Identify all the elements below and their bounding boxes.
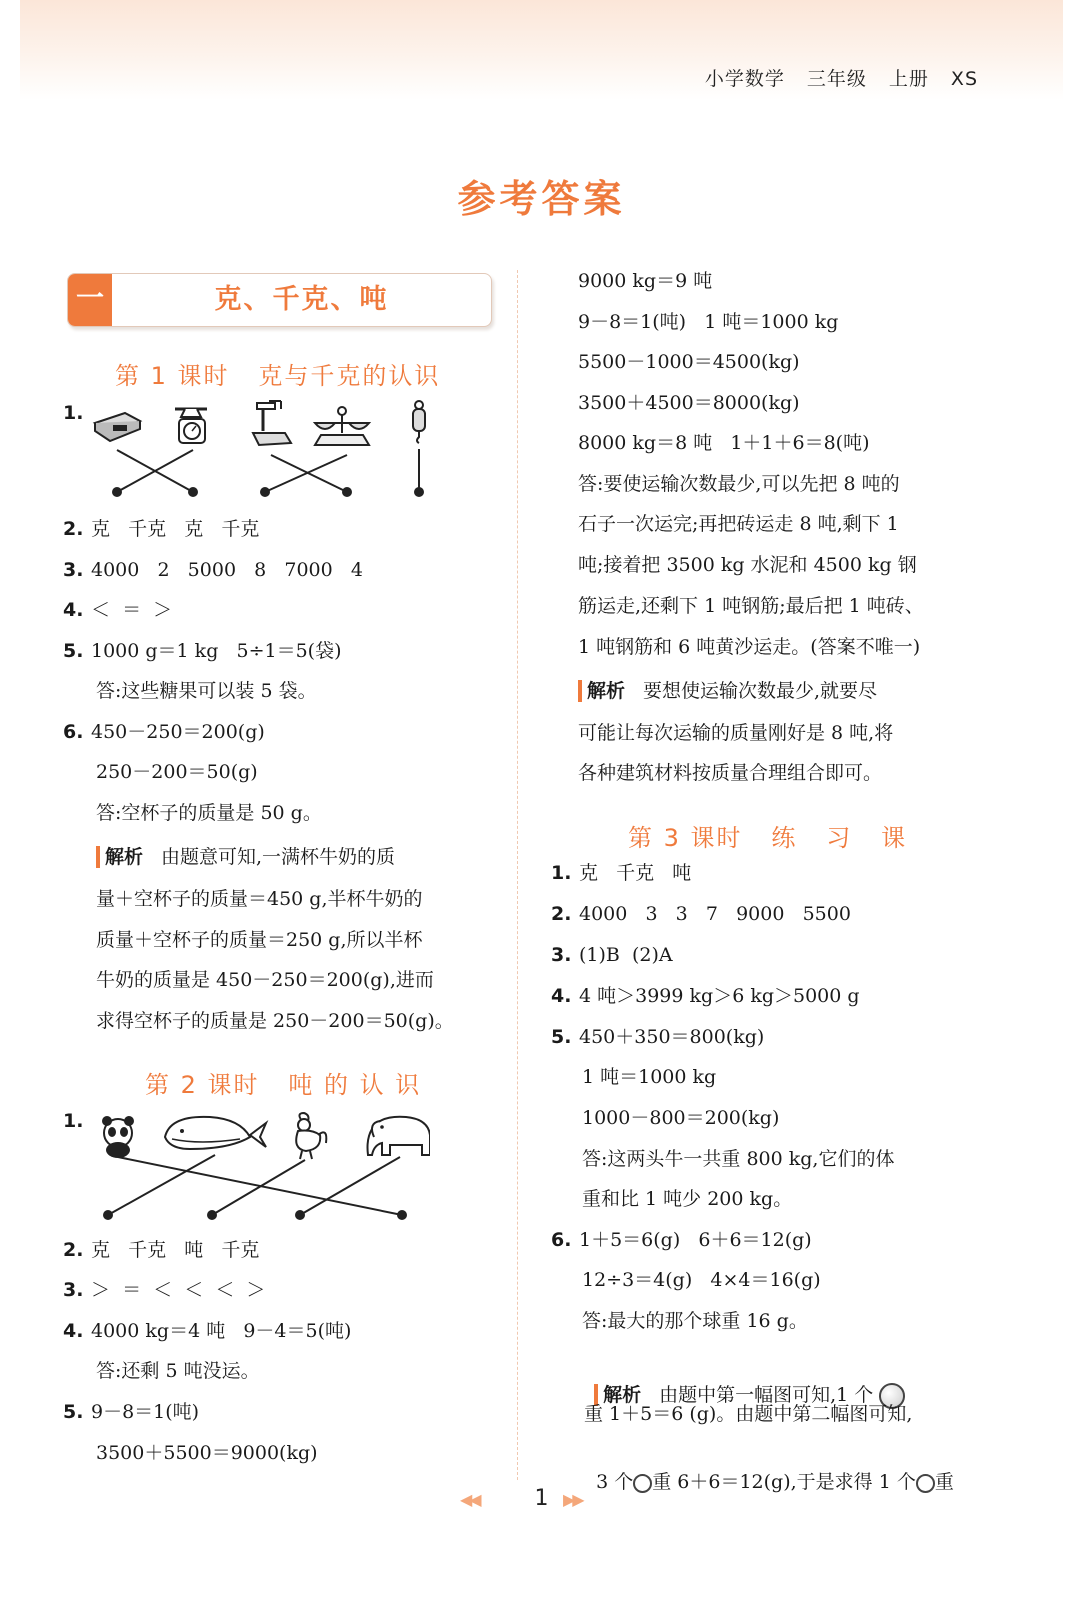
unit-title: 克、千克、吨 [214, 284, 389, 315]
book-info [683, 64, 978, 91]
answer-line [96, 1439, 318, 1467]
answer-line [96, 885, 423, 913]
answer-line [582, 1266, 821, 1294]
next-arrows-icon: ▶▶ [563, 1490, 582, 1509]
answer-text: 答:要使运输次数最少,可以先把 8 吨的 [578, 473, 900, 495]
edition-label: XS [950, 68, 978, 90]
answer-text: 4000 kg＝4 吨 9－4＝5(吨) [91, 1320, 352, 1342]
answer-text: 9－8＝1(吨) [91, 1401, 200, 1423]
analysis-tag: 解析 [96, 846, 143, 868]
answer-text: 量＋空杯子的质量＝450 g,半杯牛奶的 [96, 888, 423, 910]
answer-text: 克 千克 吨 [579, 862, 692, 884]
answer-line [551, 1023, 764, 1051]
question-number: 1. [63, 1110, 84, 1132]
animals-matching-figure [90, 1105, 430, 1230]
answer-text: 4000 3 3 7 9000 5500 [579, 903, 851, 925]
match-dot [207, 1210, 217, 1220]
answer-line [96, 677, 317, 705]
answer-text: 筋运走,还剩下 1 吨钢筋;最后把 1 吨砖、 [578, 595, 924, 617]
answer-line [578, 759, 882, 787]
grade-label: 三年级 [806, 68, 867, 90]
question-number: 3. [63, 559, 84, 581]
answer-text: 450－250＝200(g) [91, 721, 265, 743]
match-dot [414, 487, 424, 497]
answer-line [578, 592, 924, 620]
scales-matching-figure [85, 395, 445, 505]
answer-line [578, 389, 800, 417]
question-number: 5. [63, 640, 84, 662]
answer-line [578, 470, 900, 498]
answer-line [63, 1317, 351, 1345]
answer-line [96, 926, 423, 954]
answer-text: 1000－800＝200(kg) [582, 1107, 780, 1129]
analysis-line [578, 677, 877, 705]
answer-text: 石子一次运完;再把砖运走 8 吨,剩下 1 [578, 513, 899, 535]
answer-text: 求得空杯子的质量是 250－200＝50(g)。 [96, 1010, 454, 1032]
answer-text: 4 吨＞3999 kg＞6 kg＞5000 g [579, 985, 860, 1007]
match-dot [260, 487, 270, 497]
answer-text: 重和比 1 吨少 200 kg。 [582, 1188, 793, 1210]
unit-banner [67, 273, 492, 327]
answer-line [578, 267, 712, 295]
answer-line [551, 982, 860, 1010]
answer-text: 5500－1000＝4500(kg) [578, 351, 800, 373]
answer-line [578, 429, 870, 457]
answer-line [551, 1226, 812, 1254]
answer-text: 3500＋5500＝9000(kg) [96, 1442, 318, 1464]
panda-icon [102, 1116, 134, 1158]
rooster-icon [296, 1113, 326, 1159]
match-line [108, 1155, 215, 1215]
answer-text: 由题意可知,一满杯牛奶的质 [161, 846, 396, 868]
question-number: 3. [63, 1279, 84, 1301]
answer-text: 450＋350＝800(kg) [579, 1026, 765, 1048]
answer-line [63, 718, 265, 746]
match-line [212, 1160, 305, 1215]
answer-text: 质量＋空杯子的质量＝250 g,所以半杯 [96, 929, 423, 951]
answer-text: 1000 g＝1 kg 5÷1＝5(袋) [91, 640, 342, 662]
question-number: 1. [63, 402, 84, 424]
whale-icon [165, 1117, 266, 1149]
answer-line [63, 1236, 259, 1264]
answer-text: 1 吨钢筋和 6 吨黄沙运走。(答案不唯一) [578, 636, 921, 658]
answer-text: ＜ ＝ ＞ [91, 599, 173, 621]
match-dot [342, 487, 352, 497]
question-number: 3. [551, 944, 572, 966]
answer-line [63, 1107, 91, 1135]
analysis-tag: 解析 [578, 680, 625, 702]
match-line [300, 1157, 400, 1215]
elephant-icon [368, 1117, 431, 1155]
question-number: 6. [551, 1229, 572, 1251]
analysis-tag: 解析 [594, 1384, 641, 1406]
answer-text: 9－8＝1(吨) 1 吨＝1000 kg [578, 311, 839, 333]
platform-scale-icon [253, 401, 291, 445]
answer-line [582, 1104, 779, 1132]
unit-number: 一 [68, 274, 112, 326]
answer-line [63, 1398, 199, 1426]
answer-line [63, 596, 172, 624]
answer-text: 答:还剩 5 吨没运。 [96, 1360, 260, 1382]
answer-line [578, 308, 838, 336]
answer-text: 答:这两头牛一共重 800 kg,它们的体 [582, 1148, 895, 1170]
question-number: 4. [63, 599, 84, 621]
answer-line [551, 859, 691, 887]
question-number: 4. [63, 1320, 84, 1342]
answer-text: 3500＋4500＝8000(kg) [578, 392, 800, 414]
answer-text: ＞ ＝ ＜ ＜ ＜ ＞ [91, 1279, 266, 1301]
answer-line [63, 637, 342, 665]
column-divider [517, 270, 518, 1480]
answer-text: 克 千克 克 千克 [91, 518, 260, 540]
answer-line [582, 1145, 894, 1173]
question-number: 2. [63, 1239, 84, 1261]
electronic-scale-icon [95, 413, 140, 441]
answer-line [63, 556, 363, 584]
answer-text: 可能让每次运输的质量刚好是 8 吨,将 [578, 722, 894, 744]
answer-text: 9000 kg＝9 吨 [578, 270, 713, 292]
answer-text: 克 千克 吨 千克 [91, 1239, 260, 1261]
answer-line [63, 515, 259, 543]
answer-line [63, 1276, 265, 1304]
answer-text: 1 吨＝1000 kg [582, 1066, 717, 1088]
match-dot [295, 1210, 305, 1220]
balance-scale-icon [315, 407, 369, 445]
answer-text: 要想使运输次数最少,就要尽 [643, 680, 878, 702]
answer-text: 1＋5＝6(g) 6＋6＝12(g) [579, 1229, 812, 1251]
kitchen-scale-icon [175, 409, 207, 443]
prev-arrows-icon: ◀◀ [460, 1490, 479, 1509]
answer-text: 吨;接着把 3500 kg 水泥和 4500 kg 钢 [578, 554, 917, 576]
analysis-line: 3 个 重 6＋6＝12(g),于是求得 1 个 重 [596, 1471, 954, 1493]
question-number: 6. [63, 721, 84, 743]
answer-line [578, 348, 800, 376]
answer-text: 8000 kg＝8 吨 1＋1＋6＝8(吨) [578, 432, 870, 454]
answer-line [96, 1357, 260, 1385]
lesson-3-title: 第 3 课时 练 习 课 [628, 824, 908, 852]
volume-label: 上册 [888, 68, 929, 90]
question-number: 5. [551, 1026, 572, 1048]
answer-text: 答:空杯子的质量是 50 g。 [96, 802, 322, 824]
match-dot [103, 1210, 113, 1220]
analysis-line: 重 1＋5＝6 (g)。由题中第二幅图可知, [584, 1403, 913, 1425]
match-dot [112, 487, 122, 497]
answer-line [551, 941, 673, 969]
answer-line [578, 551, 917, 579]
answer-line [582, 1307, 808, 1335]
answer-text: 250－200＝50(g) [96, 761, 258, 783]
answer-line [96, 758, 258, 786]
lesson-2-title: 第 2 课时 吨 的 认 识 [145, 1071, 422, 1099]
answer-text: 牛奶的质量是 450－250＝200(g),进而 [96, 969, 434, 991]
question-number: 1. [551, 862, 572, 884]
page-number: 1 [534, 1486, 549, 1511]
analysis-line: 解析 由题中第一幅图可知,1 个 [582, 1353, 905, 1409]
lesson-1-title: 第 1 课时 克与千克的认识 [115, 362, 441, 390]
answer-line [578, 719, 893, 747]
match-dot [188, 487, 198, 497]
answer-line [96, 966, 434, 994]
page-title: 参考答案 [457, 177, 626, 221]
answer-text: (1)B (2)A [579, 944, 673, 966]
question-number: 2. [63, 518, 84, 540]
question-number: 5. [63, 1401, 84, 1423]
answer-line [551, 900, 851, 928]
answer-line [578, 633, 920, 661]
answer-text: 答:最大的那个球重 16 g。 [582, 1310, 808, 1332]
spring-scale-icon [413, 401, 425, 443]
answer-line [578, 510, 899, 538]
answer-line [582, 1063, 716, 1091]
answer-line [96, 1007, 454, 1035]
analysis-line [96, 843, 395, 871]
match-dot [397, 1210, 407, 1220]
answer-text: 各种建筑材料按质量合理组合即可。 [578, 762, 883, 784]
answer-text: 答:这些糖果可以装 5 袋。 [96, 680, 317, 702]
question-number: 2. [551, 903, 572, 925]
subject-label: 小学数学 [704, 68, 785, 90]
answer-line [96, 799, 322, 827]
answer-text: 4000 2 5000 8 7000 4 [91, 559, 363, 581]
answer-line [582, 1185, 792, 1213]
question-number: 4. [551, 985, 572, 1007]
answer-text: 12÷3＝4(g) 4×4＝16(g) [582, 1269, 821, 1291]
